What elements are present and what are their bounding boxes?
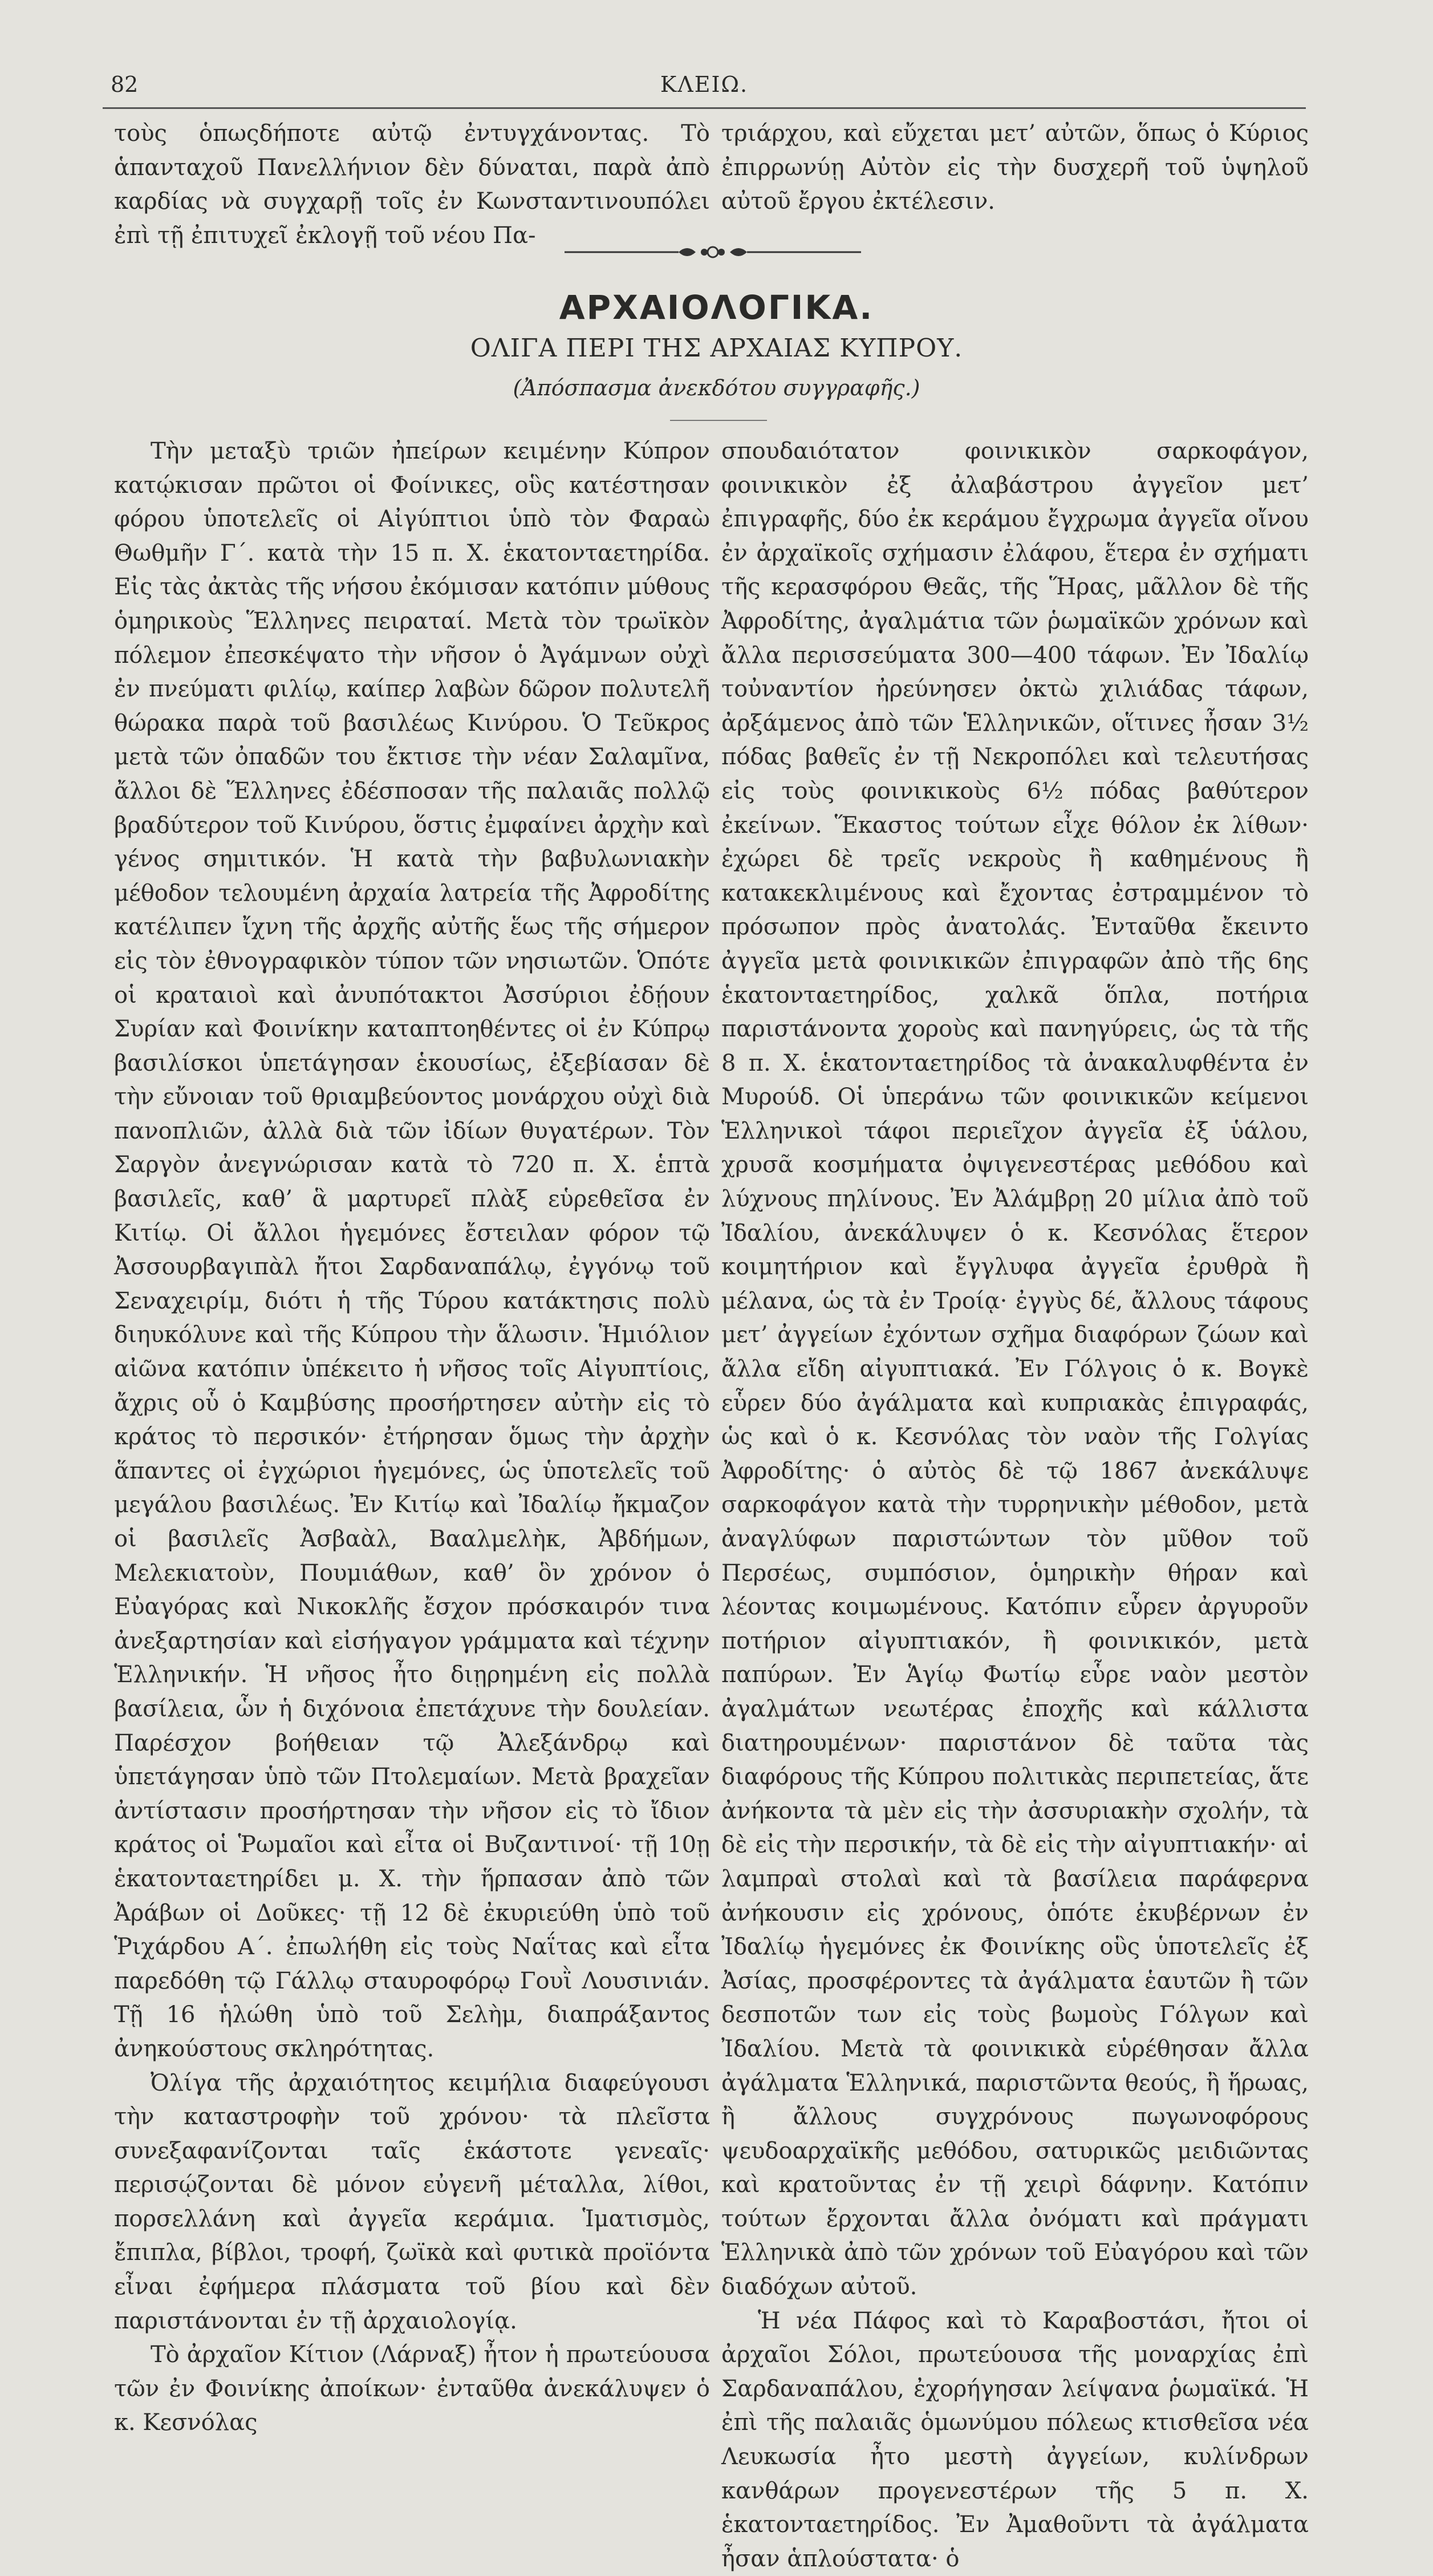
body-paragraph: σπουδαιότατον φοινικικὸν σαρκοφάγον, φοινικικὸν ἐξ ἀλαβάστρου ἀγγεῖον μετ’ ἐπιγραφῆς, δύο ἐκ κεράμου ἔγχρωμα ἀγγεῖα οἴνου ἐν ἀρχαϊκοῖς σχήμασιν ἐλάφου, ἕτερα ἐν σχήματι τῆς κερασφόρου Θεᾶς, τῆς Ἥρας, μᾶλλον δὲ τῆς Ἀφροδίτης, ἀγαλμάτια τῶν ῥωμαϊκῶν χρόνων καὶ ἄλλα περισσεύματα 300—400 τάφων. Ἐν Ἰδαλίῳ τοὐναντίον ἠρεύνησεν ὀκτὼ χιλιάδας τάφων, ἀρξάμενος ἀπὸ τῶν Ἑλληνικῶν, οἵτινες ἦσαν 3½ πόδας βαθεῖς ἐν τῇ Νεκροπόλει καὶ τελευτήσας εἰς τοὺς φοινικικοὺς 6½ πόδας βαθύτερον ἐκείνων. Ἕκαστος τούτων εἶχε θόλον ἐκ λίθων· ἐχώρει δὲ τρεῖς νεκροὺς ἢ καθημένους ἢ κατακεκλιμένους καὶ ἔχοντας ἐστραμμένον τὸ πρόσωπον πρὸς ἀνατολάς. Ἐνταῦθα ἔκειντο ἀγγεῖα μετὰ φοινικικῶν ἐπιγραφῶν ἀπὸ τῆς 6ης ἑκατονταετηρίδος, χαλκᾶ ὅπλα, ποτήρια παριστάνοντα χοροὺς καὶ πανηγύρεις, ὡς τὰ τῆς 8 π. Χ. ἑκατονταετηρίδος τὰ ἀνακαλυφθέντα ἐν Μυρούδ. Οἱ ὑπεράνω τῶν φοινικικῶν κείμενοι Ἑλληνικοὶ τάφοι περιεῖχον ἀγγεῖα ἐξ ὑάλου, χρυσᾶ κοσμήματα ὀψιγενεστέρας μεθόδου καὶ λύχνους πηλίνους. Ἐν Ἀλάμβρῃ 20 μίλια ἀπὸ τοῦ Ἰδαλίου, ἀνεκάλυψεν ὁ κ. Κεσνόλας ἕτερον κοιμητήριον καὶ ἔγγλυφα ἀγγεῖα ἐρυθρὰ ἢ μέλανα, ὡς τὰ ἐν Τροίᾳ· ἐγγὺς δέ, ἄλλους τάφους μετ’ ἀγγείων ἐχόντων σχῆμα διαφόρων ζώων καὶ ἄλλα εἴδη αἰγυπτιακά. Ἐν Γόλγοις ὁ κ. Βογκὲ εὗρεν δύο ἀγάλματα καὶ κυπριακὰς ἐπιγραφάς, ὡς καὶ ὁ κ. Κεσνόλας τὸν ναὸν τῆς Γολγίας Ἀφροδίτης· ὁ αὐτὸς δὲ τῷ 1867 ἀνεκάλυψε σαρκοφάγον κατὰ τὴν τυρρηνικὴν μέθοδον, μετὰ ἀναγλύφων παριστώντων τὸν μῦθον τοῦ Περσέως, συμπόσιον, ὁμηρικὴν θήραν καὶ λέοντας κοιμωμένους. Κατόπιν εὗρεν ἀργυροῦν ποτήριον αἰγυπτιακόν, ἢ φοινικικόν, μετὰ παπύρων. Ἐν Ἁγίῳ Φωτίῳ εὗρε ναὸν μεστὸν ἀγαλμάτων νεωτέρας ἐποχῆς καὶ κάλλιστα διατηρουμένων· παριστάνον δὲ ταῦτα τὰς διαφόρους τῆς Κύπρου πολιτικὰς περιπετείας, ἅτε ἀνήκοντα τὰ μὲν εἰς τὴν ἀσσυριακὴν σχολήν, τὰ δὲ εἰς τὴν περσικήν, τὰ δὲ εἰς τὴν αἰγυπτιακήν· αἱ λαμπραὶ στολαὶ καὶ τὰ βασίλεια παράφερνα ἀνήκουσιν εἰς χρόνους, ὁπότε ἐκυβέρνων ἐν Ἰδαλίῳ ἡγεμόνες ἐκ Φοινίκης οὓς ὑποτελεῖς ἐξ Ἀσίας, προσφέροντες τὰ ἀγάλματα ἑαυτῶν ἢ τῶν δεσποτῶν των εἰς τοὺς βωμοὺς Γόλγων καὶ Ἰδαλίου. Μετὰ τὰ φοινικικὰ εὑρέθησαν ἄλλα ἀγάλματα Ἑλληνικά, παριστῶντα θεούς, ἢ ἥρωας, ἢ ἄλλους συγχρόνους πωγωνοφόρους ψευδοαρχαϊκῆς μεθόδου, σατυρικῶς μειδιῶντας καὶ κρατοῦντας ἐν τῇ χειρὶ δάφνην. Κατόπιν τούτων ἔρχονται ἄλλα ὀνόματι καὶ πράγματι Ἑλληνικὰ ἀπὸ τῶν χρόνων τοῦ Εὐαγόρου καὶ τῶν διαδόχων αὐτοῦ. — [721, 438, 1309, 2300]
body-right-column — [721, 435, 1309, 2576]
section-title: ΑΡΧΑΙΟΛΟΓΙΚΑ. — [559, 288, 874, 327]
top-right-column — [721, 117, 1309, 219]
article-note: (Ἀπόσπασμα ἀνεκδότου συγγραφῆς.) — [513, 375, 920, 400]
body-paragraph: Ὀλίγα τῆς ἀρχαιότητος κειμήλια διαφεύγουσι τὴν καταστροφὴν τοῦ χρόνου· τὰ πλεῖστα συνεξαφανίζονται ταῖς ἑκάστοτε γενεαῖς· περισῴζονται δὲ μόνον εὐγενῆ μέταλλα, λίθοι, πορσελλάνη καὶ ἀγγεῖα κεράμια. Ἱματισμὸς, ἔπιπλα, βίβλοι, τροφή, ζωϊκὰ καὶ φυτικὰ προϊόντα εἶναι ἐφήμερα πλάσματα τοῦ βίου καὶ δὲν παριστάνονται ἐν τῇ ἀρχαιολογίᾳ. — [114, 2069, 710, 2334]
note-rule — [670, 420, 767, 421]
top-left-column — [114, 117, 710, 253]
top-right-paragraph: τριάρχου, καὶ εὔχεται μετ’ αὐτῶν, ὅπως ὁ Κύριος ἐπιρρωνύῃ Αὐτὸν εἰς τὴν δυσχερῆ τοῦ ὑψηλοῦ αὐτοῦ ἔργου ἐκτέλεσιν. — [721, 120, 1309, 215]
body-paragraph: Ἡ νέα Πάφος καὶ τὸ Καραβοστάσι, ἤτοι οἱ ἀρχαῖοι Σόλοι, πρωτεύουσα τῆς μοναρχίας ἐπὶ Σαρδαναπάλου, ἐχορήγησαν λείψανα ῥωμαϊκά. Ἡ ἐπὶ τῆς παλαιᾶς ὁμωνύμου πόλεως κτισθεῖσα νέα Λευκωσία ἦτο μεστὴ ἀγγείων, κυλίνδρων κανθάρων προγενεστέρων τῆς 5 π. Χ. ἑκατονταετηρίδος. Ἐν Ἀμαθοῦντι τὰ ἀγάλματα ἦσαν ἁπλούστατα· ὁ — [721, 2307, 1309, 2572]
journal-title: ΚΛΕΙΩ. — [660, 72, 749, 97]
article-title: ΟΛΙΓΑ ΠΕΡΙ ΤΗΣ ΑΡΧΑΙΑΣ ΚΥΠΡΟΥ. — [470, 334, 963, 363]
body-paragraph: Τὴν μεταξὺ τριῶν ἠπείρων κειμένην Κύπρον κατῴκισαν πρῶτοι οἱ Φοίνικες, οὓς κατέστησαν φόρου ὑποτελεῖς οἱ Αἰγύπτιοι ὑπὸ τὸν Φαραὼ Θωθμῆν Γ΄. κατὰ τὴν 15 π. Χ. ἑκατονταετηρίδα. Εἰς τὰς ἀκτὰς τῆς νήσου ἐκόμισαν κατόπιν μύθους ὁμηρικοὺς Ἕλληνες πειραταί. Μετὰ τὸν τρωϊκὸν πόλεμον ἐπεσκέψατο τὴν νῆσον ὁ Ἀγάμνων οὐχὶ ἐν πνεύματι φιλίῳ, καίπερ λαβὼν δῶρον πολυτελῆ θώρακα παρὰ τοῦ βασιλέως Κινύρου. Ὁ Τεῦκρος μετὰ τῶν ὀπαδῶν του ἔκτισε τὴν νέαν Σαλαμῖνα, ἄλλοι δὲ Ἕλληνες ἐδέσποσαν τῆς παλαιᾶς πολλῷ βραδύτερον τοῦ Κινύρου, ὅστις ἐμφαίνει ἀρχὴν καὶ γένος σημιτικόν. Ἡ κατὰ τὴν βαβυλωνιακὴν μέθοδον τελουμένη ἀρχαία λατρεία τῆς Ἀφροδίτης κατέλιπεν ἴχνη τῆς ἀρχῆς αὐτῆς ἕως τῆς σήμερον εἰς τὸν ἐθνογραφικὸν τύπον τῶν νησιωτῶν. Ὁπότε οἱ κραταιοὶ καὶ ἀνυπότακτοι Ἀσσύριοι ἐδῄουν Συρίαν καὶ Φοινίκην καταπτοηθέντες οἱ ἐν Κύπρῳ βασιλίσκοι ὑπετάγησαν ἑκουσίως, ἐξεβίασαν δὲ τὴν εὔνοιαν τοῦ θριαμβεύοντος μονάρχου οὐχὶ διὰ πανοπλιῶν, ἀλλὰ διὰ τῶν ἰδίων θυγατέρων. Τὸν Σαργὸν ἀνεγνώρισαν κατὰ τὸ 720 π. Χ. ἑπτὰ βασιλεῖς, καθ’ ἃ μαρτυρεῖ πλὰξ εὑρεθεῖσα ἐν Κιτίῳ. Οἱ ἄλλοι ἡγεμόνες ἔστειλαν φόρον τῷ Ἀσσουρβαγιπὰλ ἤτοι Σαρδαναπάλῳ, ἐγγόνῳ τοῦ Σεναχειρίμ, διότι ἡ τῆς Τύρου κατάκτησις πολὺ διηυκόλυνε καὶ τῆς Κύπρου τὴν ἅλωσιν. Ἡμιόλιον αἰῶνα κατόπιν ὑπέκειτο ἡ νῆσος τοῖς Αἰγυπτίοις, ἄχρις οὗ ὁ Καμβύσης προσήρτησεν αὐτὴν εἰς τὸ κράτος τὸ περσικόν· ἐτήρησαν ὅμως τὴν ἀρχὴν ἅπαντες οἱ ἐγχώριοι ἡγεμόνες, ὡς ὑποτελεῖς τοῦ μεγάλου βασιλέως. Ἐν Κιτίῳ καὶ Ἰδαλίῳ ἤκμαζον οἱ βασιλεῖς Ἀσβαὰλ, Βααλμελὴκ, Ἀβδήμων, Μελεκιατοὺν, Πουμιάθων, καθ’ ὃν χρόνον ὁ Εὐαγόρας καὶ Νικοκλῆς ἔσχον πρόσκαιρόν τινα ἀνεξαρτησίαν καὶ εἰσήγαγον γράμματα καὶ τέχνην Ἑλληνικήν. Ἡ νῆσος ἦτο διῃρημένη εἰς πολλὰ βασίλεια, ὧν ἡ διχόνοια ἐπετάχυνε τὴν δουλείαν. Παρέσχον βοήθειαν τῷ Ἀλεξάνδρῳ καὶ ὑπετάγησαν ὑπὸ τῶν Πτολεμαίων. Μετὰ βραχεῖαν ἀντίστασιν προσήρτησαν τὴν νῆσον εἰς τὸ ἴδιον κράτος οἱ Ῥωμαῖοι καὶ εἶτα οἱ Βυζαντινοί· τῇ 10ῃ ἑκατονταετηρίδει μ. Χ. τὴν ἥρπασαν ἀπὸ τῶν Ἀράβων οἱ Δοῦκες· τῇ 12 δὲ ἐκυριεύθη ὑπὸ τοῦ Ῥιχάρδου Α΄. ἐπωλήθη εἰς τοὺς Ναΐτας καὶ εἶτα παρεδόθη τῷ Γάλλῳ σταυροφόρῳ Γουῒ Λουσινιάν. Τῇ 16 ἡλώθη ὑπὸ τοῦ Σελὴμ, διαπράξαντος ἀνηκούστους σκληρότητας. — [114, 438, 710, 2062]
ornament-divider-icon — [565, 242, 861, 262]
body-paragraph: Τὸ ἀρχαῖον Κίτιον (Λάρναξ) ἦτον ἡ πρωτεύουσα τῶν ἐν Φοινίκης ἀποίκων· ἐνταῦθα ἀνεκάλυψεν ὁ κ. Κεσνόλας — [114, 2342, 710, 2436]
body-left-column — [114, 435, 710, 2440]
running-head — [103, 67, 1306, 109]
page-number: 82 — [111, 72, 139, 97]
top-left-paragraph: τοὺς ὁπωςδήποτε αὐτῷ ἐντυγχάνοντας. Τὸ ἁπανταχοῦ Πανελλήνιον δὲν δύναται, παρὰ ἀπὸ καρδίας νὰ συγχαρῇ τοῖς ἐν Κωνσταντινουπόλει ἐπὶ τῇ ἐπιτυχεῖ ἐκλογῇ τοῦ νέου Πα- — [114, 120, 710, 249]
